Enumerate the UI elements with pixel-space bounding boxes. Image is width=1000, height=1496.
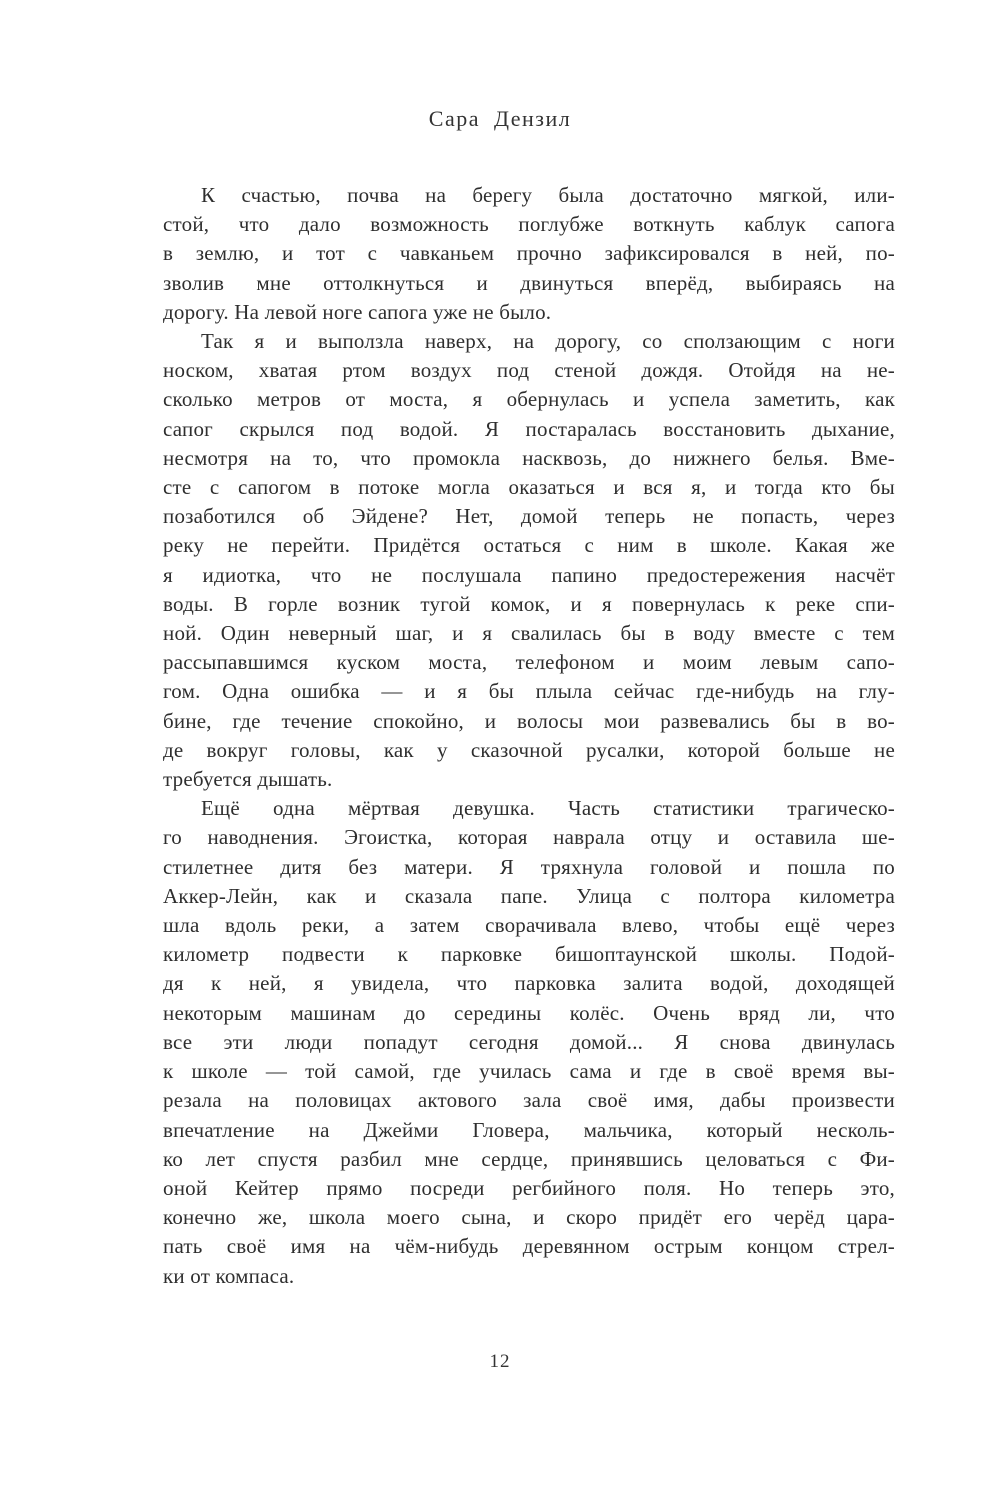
text-line: сколько метров от моста, я обернулась и успела заметить, как (163, 387, 895, 412)
text-line: реку не перейти. Придётся остаться с ним в школе. Какая же (163, 533, 895, 558)
text-line: ной. Один неверный шаг, и я свалилась бы в воду вместе с тем (163, 621, 895, 646)
text-line: некоторым машинам до середины колёс. Очень вряд ли, что (163, 1000, 895, 1025)
text-line: впечатление на Джейми Гловера, мальчика, который несколь- (163, 1117, 895, 1142)
paragraph (163, 327, 895, 794)
paragraph (163, 181, 895, 327)
text-line: Ещё одна мёртвая девушка. Часть статистики трагическо- (201, 796, 895, 821)
text-line: несмотря на то, что промокла насквозь, до нижнего белья. Вме- (163, 445, 895, 470)
text-line: Аккер-Лейн, как и сказала папе. Улица с полтора километра (163, 883, 895, 908)
text-line: конечно же, школа моего сына, и скоро придёт его черёд цара- (163, 1205, 895, 1230)
text-line: воды. В горле возник тугой комок, и я повернулась к реке спи- (163, 591, 895, 616)
text-line: носком, хватая ртом воздух под стеной дождя. Отойдя на не- (163, 358, 895, 383)
text-line: резала на половицах актового зала своё имя, дабы произвести (163, 1088, 895, 1113)
text-line: позаботился об Эйдене? Нет, домой теперь не попасть, через (163, 504, 895, 529)
running-header: Сара Дензил (428, 106, 572, 131)
text-line: все эти люди попадут сегодня домой... Я снова двинулась (163, 1029, 895, 1054)
text-line: К счастью, почва на берегу была достаточно мягкой, или- (201, 183, 895, 207)
text-line: ки от компаса. (163, 1263, 295, 1288)
text-line: гом. Одна ошибка — и я бы плыла сейчас где-нибудь на глу- (163, 679, 895, 704)
text-line: километр подвести к парковке бишоптаунской школы. Подой- (163, 942, 895, 967)
text-line: зволив мне оттолкнуться и двинуться вперёд, выбираясь на (163, 270, 895, 295)
text-line: сапог скрылся под водой. Я постаралась восстановить дыхание, (163, 416, 895, 441)
text-line: шла вдоль реки, а затем сворачивала влево, чтобы ещё через (163, 913, 895, 938)
page-number: 12 (489, 1351, 511, 1372)
body-text (163, 181, 895, 1291)
text-line: дя к ней, я увидела, что парковка залита водой, доходящей (163, 971, 895, 996)
text-line: оной Кейтер прямо посреди регбийного поля. Но теперь это, (163, 1175, 895, 1200)
text-line: дорогу. На левой ноге сапога уже не было. (163, 299, 552, 324)
paragraph (163, 794, 895, 1290)
text-line: пать своё имя на чём-нибудь деревянном острым концом стрел- (163, 1234, 895, 1259)
text-line: в землю, и тот с чавканьем прочно зафиксировался в ней, по- (163, 241, 895, 266)
text-line: сте с сапогом в потоке могла оказаться и вся я, и тогда кто бы (163, 475, 895, 500)
text-line: к школе — той самой, где училась сама и где в своё время вы- (163, 1059, 895, 1084)
text-line: де вокруг головы, как у сказочной русалки, которой больше не (163, 737, 895, 762)
text-line: стой, что дало возможность поглубже воткнуть каблук сапога (163, 212, 895, 237)
text-line: ко лет спустя разбил мне сердце, принявшись целоваться с Фи- (163, 1146, 895, 1171)
text-line: Так я и выползла наверх, на дорогу, со сползающим с ноги (201, 329, 895, 354)
text-line: стилетнее дитя без матери. Я тряхнула головой и пошла по (163, 854, 895, 879)
text-line: требуется дышать. (163, 767, 333, 792)
text-line: го наводнения. Эгоистка, которая наврала отцу и оставила ше- (163, 825, 895, 850)
text-line: бине, где течение спокойно, и волосы мои развевались бы в во- (163, 708, 895, 733)
text-line: я идиотка, что не послушала папино предостережения насчёт (163, 562, 895, 587)
text-line: рассыпавшимся куском моста, телефоном и моим левым сапо- (163, 650, 895, 675)
